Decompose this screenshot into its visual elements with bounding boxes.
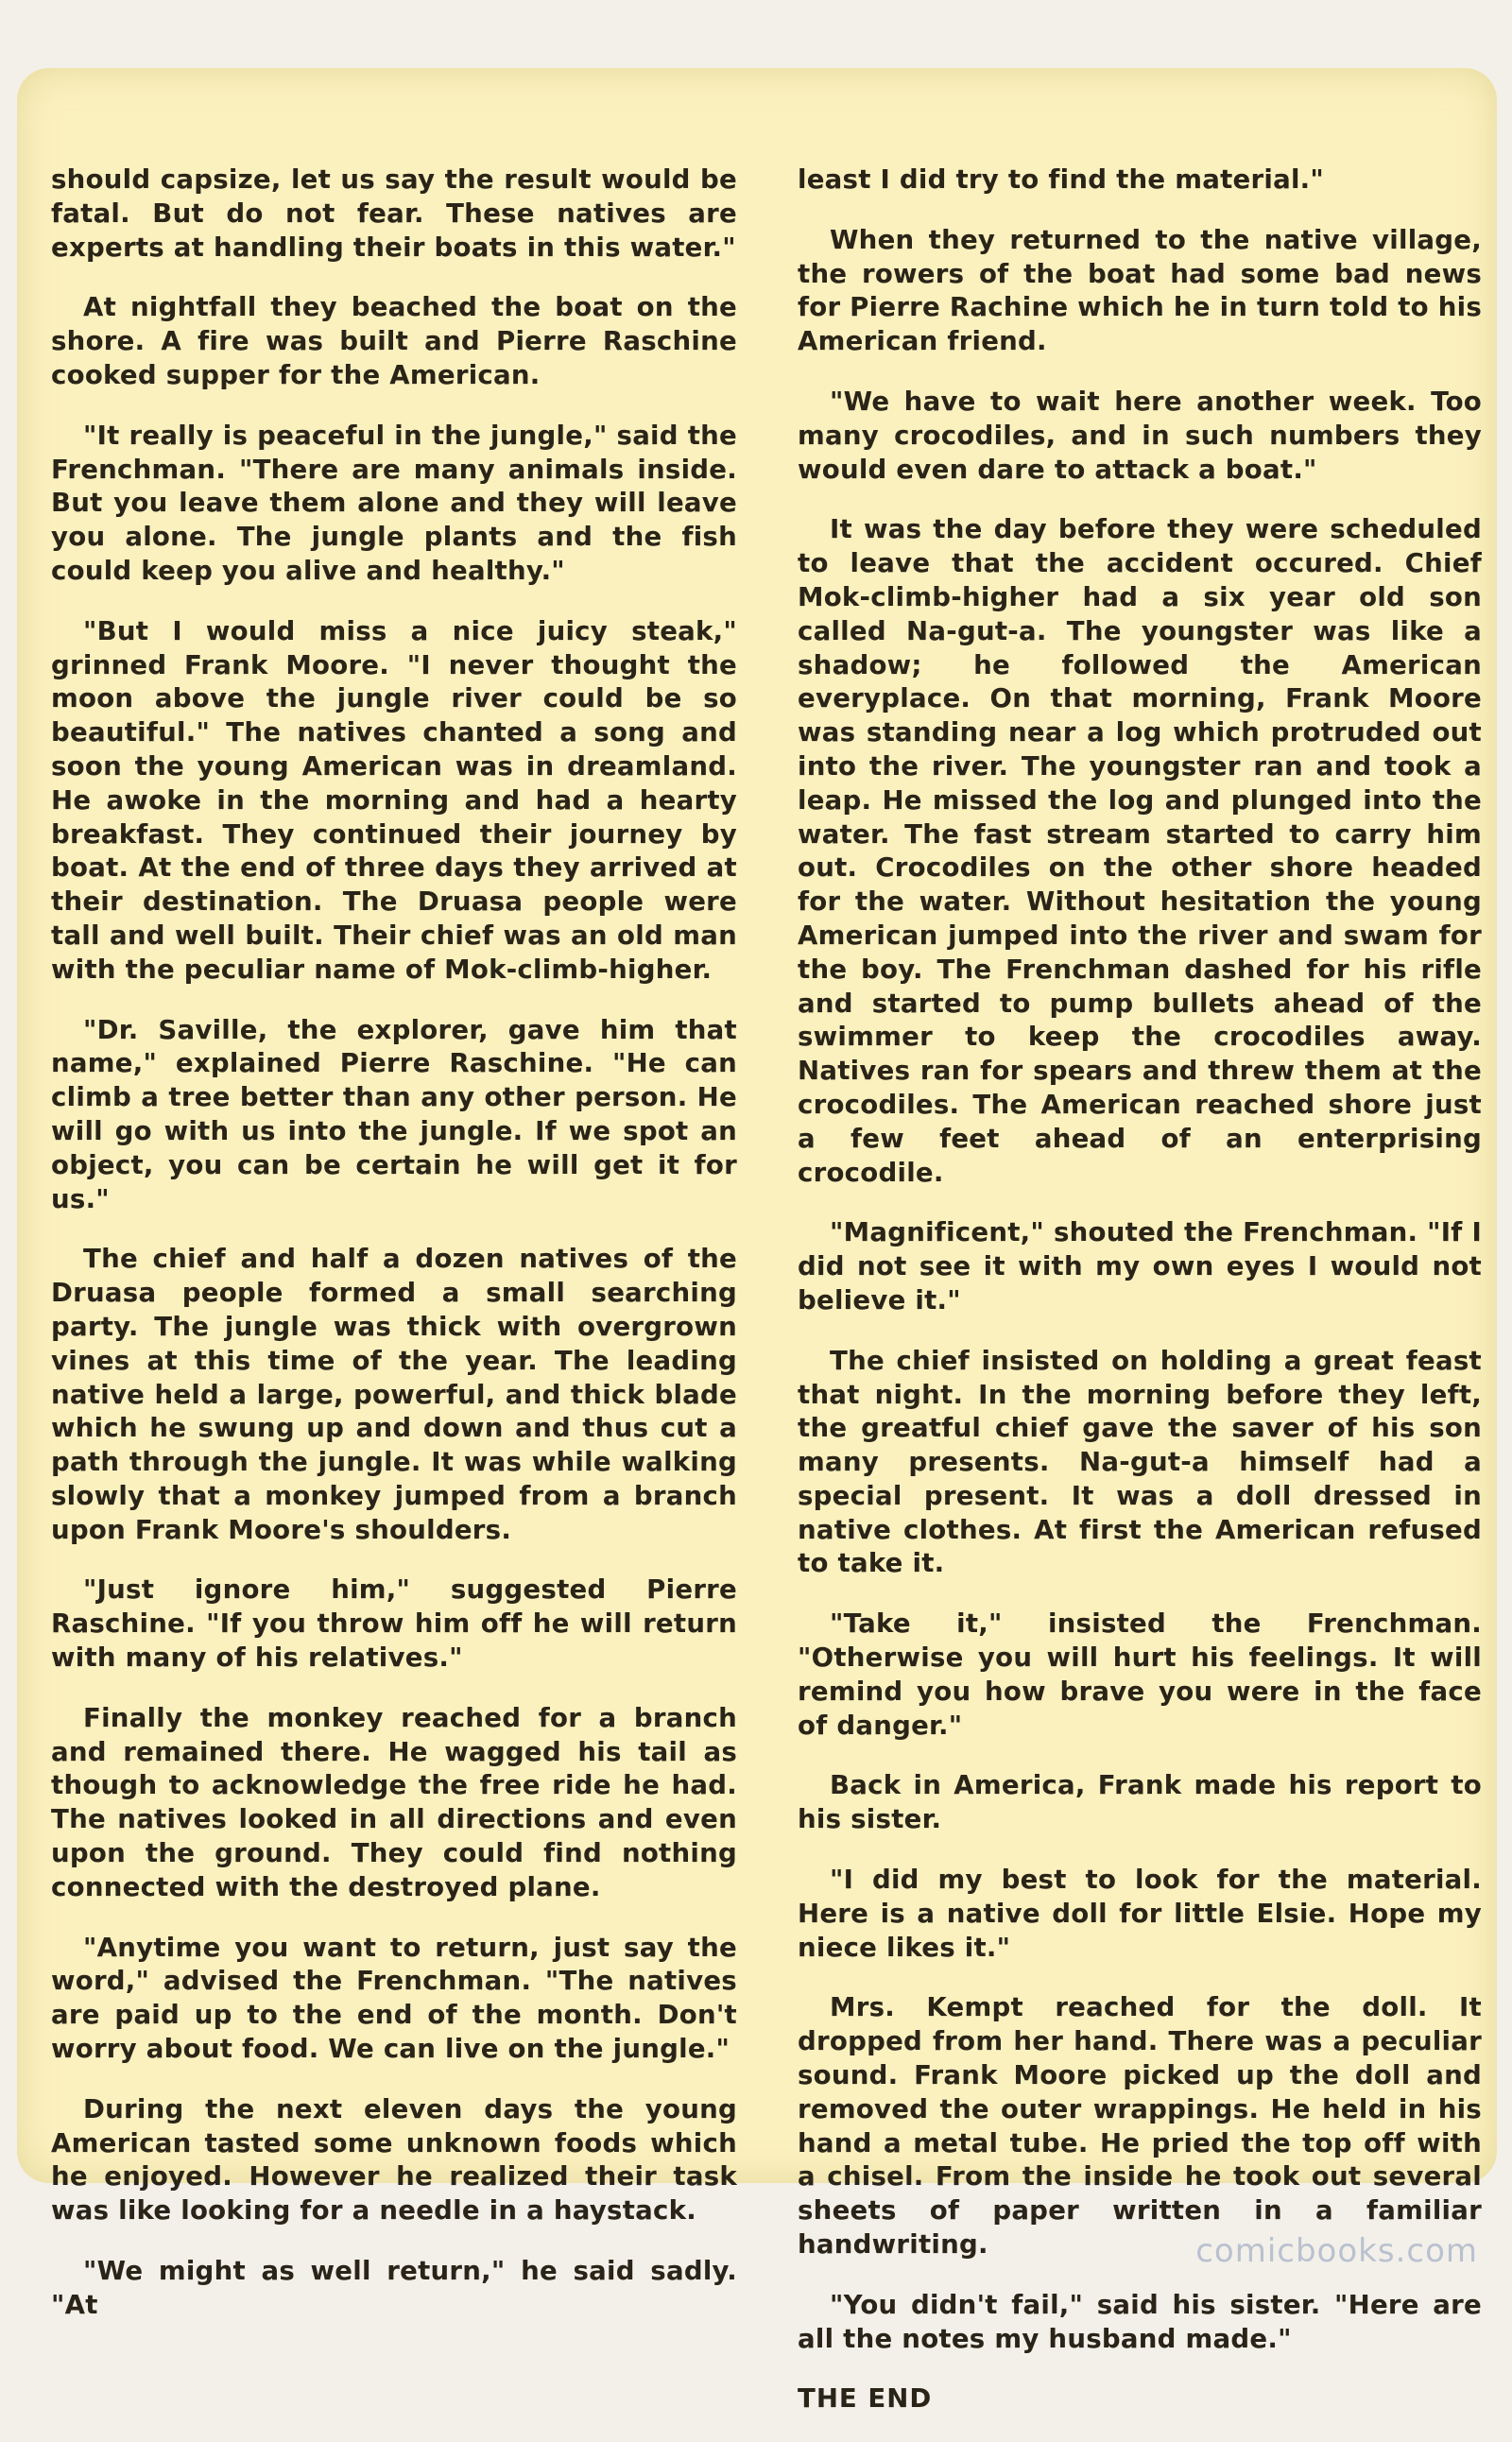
paragraph: "It really is peaceful in the jungle," said the Frenchman. "There are many animals inside. But you leave them alone and they will leave you alone. The jungle plants and the fish could keep you alive and healthy." bbox=[51, 419, 737, 586]
paragraph: The chief insisted on holding a great feast that night. In the morning before they left, the greatful chief gave the saver of his son many presents. Na-gut-a himself had a special present. It was a doll dressed in native clothes. At first the American refused to take it. bbox=[798, 1344, 1482, 1579]
paragraph: "Anytime you want to return, just say the word," advised the Frenchman. "The natives are paid up to the end of the month. Don't worry about food. We can live on the jungle." bbox=[51, 1931, 737, 2065]
paragraph: The chief and half a dozen natives of the Druasa people formed a small searching party. The jungle was thick with overgrown vines at this time of the year. The leading native held a large, powerful, and thick blade which he swung up and down and thus cut a path through the jungle. It was while walking slowly that a monkey jumped from a branch upon Frank Moore's shoulders. bbox=[51, 1243, 737, 1545]
paragraph: should capsize, let us say the result would be fatal. But do not fear. These natives are experts at handling their boats in this water." bbox=[51, 163, 737, 263]
paragraph: "I did my best to look for the material. Here is a native doll for little Elsie. Hope my niece likes it." bbox=[798, 1864, 1482, 1963]
paragraph: "Dr. Saville, the explorer, gave him that name," explained Pierre Raschine. "He can climb a tree better than any other person. He will go with us into the jungle. If we spot an object, you can be certain he will get it for us." bbox=[51, 1013, 737, 1214]
paragraph: Finally the monkey reached for a branch and remained there. He wagged his tail as though to acknowledge the free ride he had. The natives looked in all directions and even upon the ground. They could find nothing connected with the destroyed plane. bbox=[51, 1701, 737, 1902]
paragraph: "Take it," insisted the Frenchman. "Otherwise you will hurt his feelings. It will remind you how brave you were in the face of danger." bbox=[798, 1608, 1482, 1741]
the-end-label: THE END bbox=[798, 2382, 933, 2415]
paragraph: Mrs. Kempt reached for the doll. It dropped from her hand. There was a peculiar sound. Frank Moore picked up the doll and removed the outer wrappings. He held in his hand a metal tube. He pried the top off with a chisel. From the inside he took out several sheets of paper written in a familiar handwriting. bbox=[798, 1991, 1482, 2261]
paragraph: At nightfall they beached the boat on the shore. A fire was built and Pierre Raschine cooked supper for the American. bbox=[51, 291, 737, 390]
left-column bbox=[51, 163, 737, 2348]
paragraph: "We might as well return," he said sadly. "At bbox=[51, 2255, 737, 2320]
paragraph: "We have to wait here another week. Too many crocodiles, and in such numbers they would even dare to attack a boat." bbox=[798, 385, 1482, 485]
paragraph: "Just ignore him," suggested Pierre Raschine. "If you throw him off he will return with many of his relatives." bbox=[51, 1574, 737, 1674]
watermark-text: comicbooks.com bbox=[1195, 2232, 1478, 2270]
paragraph: During the next eleven days the young American tasted some unknown foods which he enjoyed. However he realized their task was like looking for a needle in a haystack. bbox=[51, 2092, 737, 2227]
right-column bbox=[798, 163, 1482, 2442]
paragraph: least I did try to find the material." bbox=[798, 163, 1325, 195]
paragraph: It was the day before they were scheduled to leave that the accident occured. Chief Mok-climb-higher had a six year old son called Na-gut-a. The youngster was like a shadow; he followed the American everyplace. On that morning, Frank Moore was standing near a log which protruded out into the river. The youngster ran and took a leap. He missed the log and plunged into the water. The fast stream started to carry him out. Crocodiles on the other shore headed for the water. Without hesitation the young American jumped into the river and swam for the boy. The Frenchman dashed for his rifle and started to pump bullets ahead of the swimmer to keep the crocodiles away. Natives ran for spears and threw them at the crocodiles. The American reached shore just a few feet ahead of an enterprising crocodile. bbox=[798, 513, 1482, 1188]
paragraph: When they returned to the native village, the rowers of the boat had some bad news for Pierre Rachine which he in turn told to his American friend. bbox=[798, 223, 1482, 357]
paragraph: "You didn't fail," said his sister. "Here are all the notes my husband made." bbox=[798, 2288, 1482, 2354]
paragraph: "But I would miss a nice juicy steak," grinned Frank Moore. "I never thought the moon above the jungle river could be so beautiful." The natives chanted a song and soon the young American was in dreamland. He awoke in the morning and had a hearty breakfast. They continued their journey by boat. At the end of three days they arrived at their destination. The Druasa people were tall and well built. Their chief was an old man with the peculiar name of Mok-climb-higher. bbox=[51, 614, 737, 985]
paragraph: "Magnificent," shouted the Frenchman. "If I did not see it with my own eyes I would not believe it." bbox=[798, 1216, 1482, 1316]
paragraph: Back in America, Frank made his report to his sister. bbox=[798, 1769, 1482, 1835]
